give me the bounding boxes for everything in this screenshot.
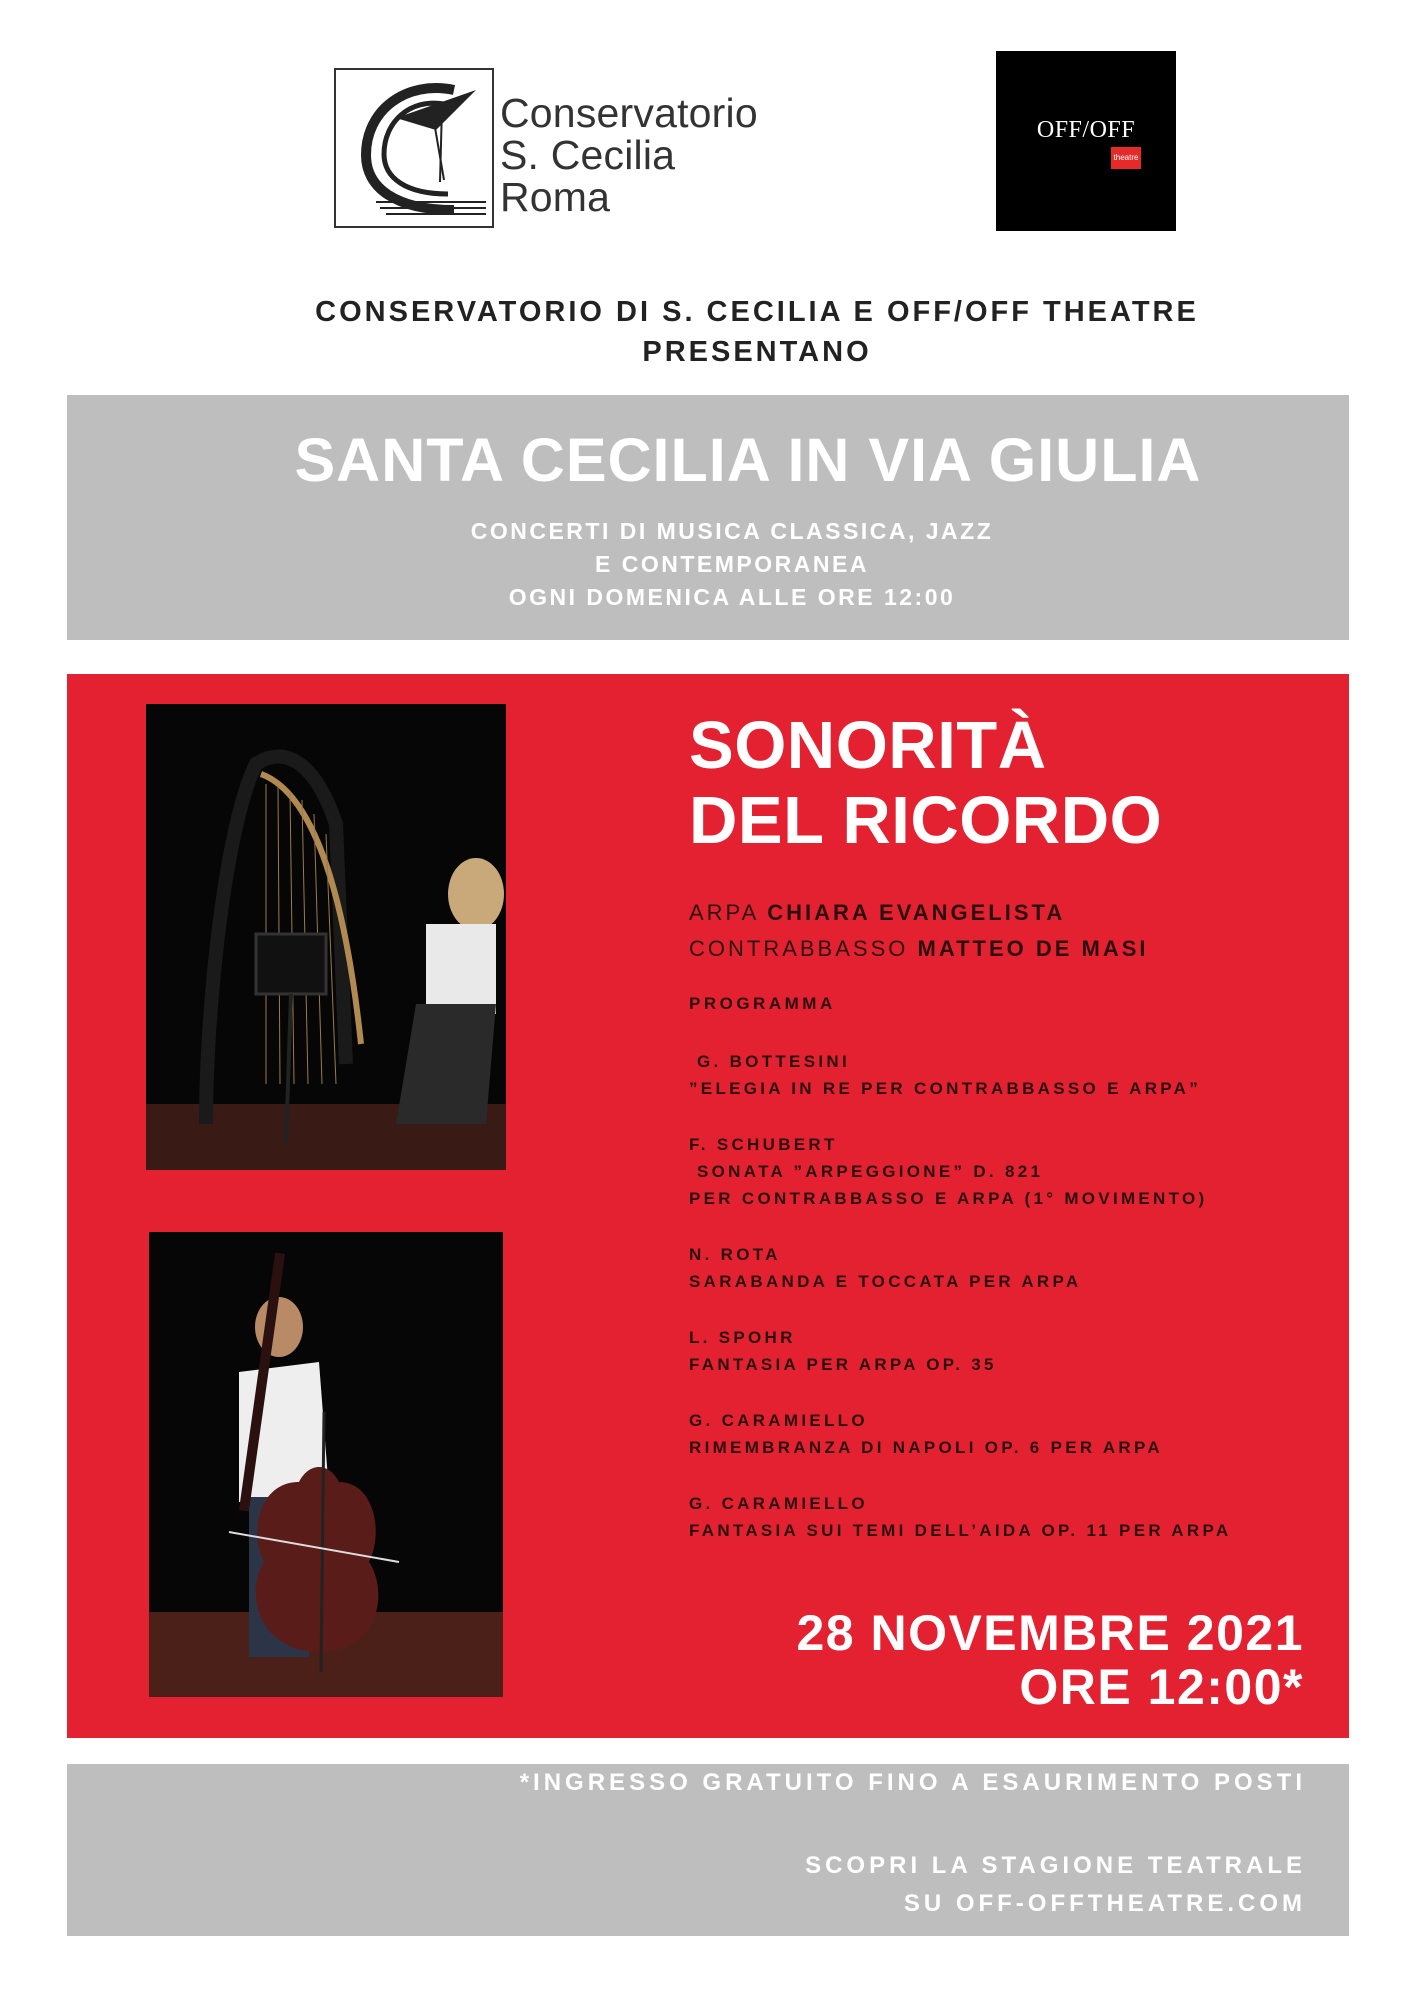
program-composer: G. CARAMIELLO xyxy=(689,1494,868,1513)
program-item-caramiello-2 xyxy=(689,1490,1329,1544)
series-sub-line1: CONCERTI DI MUSICA CLASSICA, JAZZ xyxy=(470,518,994,544)
program-piece: ”ELEGIA IN RE PER CONTRABBASSO E ARPA” xyxy=(689,1079,1202,1098)
program-composer: G. BOTTESINI xyxy=(689,1052,850,1071)
offoff-theatre-badge: theatre xyxy=(1111,147,1141,169)
program-composer: L. SPOHR xyxy=(689,1328,796,1347)
program-item-caramiello-1 xyxy=(689,1407,1329,1461)
concert-time: ORE 12:00* xyxy=(1019,1659,1304,1715)
conservatorio-line3: Roma xyxy=(500,174,611,220)
performer-name: MATTEO DE MASI xyxy=(917,936,1149,961)
season-cta: SCOPRI LA STAGIONE TEATRALE xyxy=(805,1852,1306,1879)
program-composer: N. ROTA xyxy=(689,1245,781,1264)
program-item-bottesini xyxy=(689,1048,1329,1102)
program-piece: SARABANDA E TOCCATA PER ARPA xyxy=(689,1272,1082,1291)
offoff-wordmark: OFF/OFF xyxy=(1036,117,1136,143)
performer-harp xyxy=(689,895,1309,931)
concert-title-line2: DEL RICORDO xyxy=(689,783,1163,858)
presenter-line2: PRESENTANO xyxy=(642,336,872,368)
program-piece: RIMEMBRANZA DI NAPOLI OP. 6 PER ARPA xyxy=(689,1438,1163,1457)
program-piece: SONATA ”ARPEGGIONE” D. 821 xyxy=(689,1162,1044,1181)
performer-double-bass xyxy=(689,931,1309,967)
concert-datetime xyxy=(640,1606,1304,1714)
program-piece: FANTASIA PER ARPA OP. 35 xyxy=(689,1355,997,1374)
offoff-theatre-logo xyxy=(996,51,1176,231)
program-item-spohr xyxy=(689,1324,1329,1378)
conservatorio-line2: S. Cecilia xyxy=(500,132,676,178)
conservatorio-emblem xyxy=(334,68,494,228)
conservatorio-line1: Conservatorio xyxy=(500,90,758,136)
series-sub-line2: E CONTEMPORANEA xyxy=(595,551,869,577)
performer-name: CHIARA EVANGELISTA xyxy=(767,900,1066,925)
program-piece: FANTASIA SUI TEMI DELL’AIDA OP. 11 PER ARPA xyxy=(689,1521,1232,1540)
program-item-rota xyxy=(689,1241,1329,1295)
performers-list xyxy=(689,895,1309,967)
series-title: SANTA CECILIA IN VIA GIULIA xyxy=(294,426,1202,494)
bassist-photo xyxy=(149,1232,503,1697)
conservatorio-logo xyxy=(334,68,804,228)
program-composer: F. SCHUBERT xyxy=(689,1135,838,1154)
swoosh-emblem-icon xyxy=(336,70,492,226)
program-label: PROGRAMMA xyxy=(689,994,836,1013)
series-subtitle xyxy=(67,515,1349,614)
program-composer: G. CARAMIELLO xyxy=(689,1411,868,1430)
series-sub-line3: OGNI DOMENICA ALLE ORE 12:00 xyxy=(508,584,956,610)
presenter-heading xyxy=(200,292,1314,372)
free-entry-note: *INGRESSO GRATUITO FINO A ESAURIMENTO POSTI xyxy=(519,1769,1306,1796)
program-item-schubert xyxy=(689,1131,1329,1212)
concert-title xyxy=(689,708,1289,858)
performer-role: ARPA xyxy=(689,900,759,925)
performer-role: CONTRABBASSO xyxy=(689,936,909,961)
website-link[interactable]: SU OFF-OFFTHEATRE.COM xyxy=(903,1890,1306,1917)
program-piece-detail: PER CONTRABBASSO E ARPA (1° MOVIMENTO) xyxy=(689,1189,1208,1208)
concert-date: 28 NOVEMBRE 2021 xyxy=(796,1605,1304,1661)
harpist-photo xyxy=(146,704,506,1170)
concert-title-line1: SONORITÀ xyxy=(689,708,1047,783)
program-list xyxy=(689,1048,1329,1573)
presenter-line1: CONSERVATORIO DI S. CECILIA E OFF/OFF THEATRE xyxy=(315,296,1199,328)
conservatorio-wordmark xyxy=(500,92,758,218)
